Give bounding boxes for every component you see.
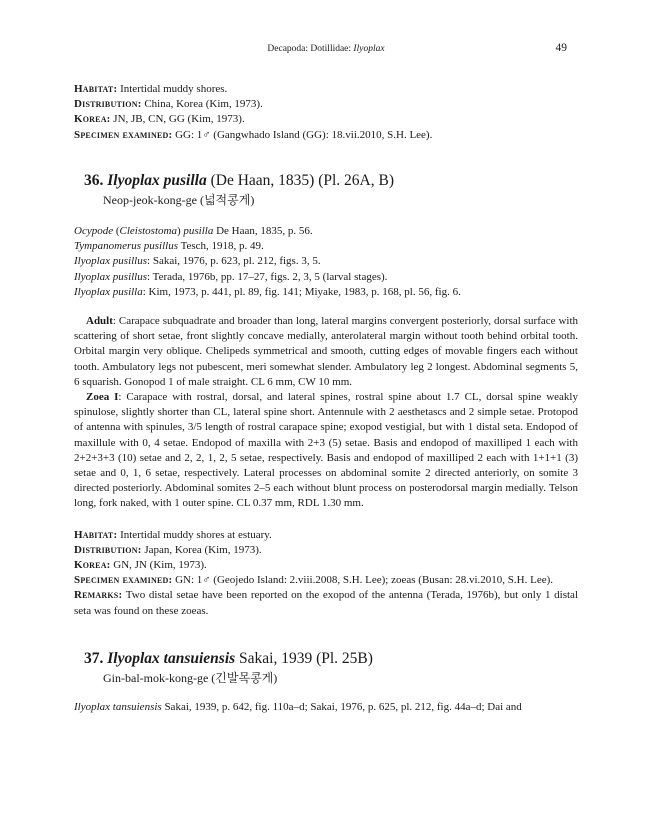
korea-text: JN, JB, CN, GG (Kim, 1973). — [113, 113, 245, 126]
synonym-name: Ilyoplax tansuiensis — [74, 701, 162, 714]
synonym-ref: : Kim, 1973, p. 441, pl. 89, fig. 141; Miyake, 1983, p. 168, pl. 56, fig. 6. — [142, 285, 461, 298]
species-36-common-name: Neop-jeok-kong-ge (넓적콩게) — [103, 192, 255, 207]
page-body — [74, 82, 578, 715]
species-36-title — [84, 171, 578, 191]
specimen-line — [74, 128, 578, 143]
species-37-synonymy — [74, 700, 578, 715]
distribution-line — [74, 543, 578, 558]
zoea-text: : Carapace with rostral, dorsal, and lateral spines, rostral spine about 1.7 CL, dorsal spine weakly spinulose, slightly shorter than CL, lateral spine short. Antennule with 2 aesthetascs and 2 simple setae. Protopod of antenna with spinules, 3/5 length of rostral carapace spine; exopod vestigial, but with 1 distal seta. Endopod of maxillule with 0, 4 setae. Endopod of maxilla with 2+3 (5) setae. Basis and endopod of maxilliped 1 each with 2+2+3+3 (10) setae and 2, 2, 1, 2, 5 setae, respectively. Basis and endopod of maxilliped 2 each with 1+1+1 (3) setae and 0, 1, 6 setae, respectively. Lateral processes on abdominal somite 2 directed anteriorly, on somite 3 directed posteriorly. Abdominal somites 2–5 each without blunt process on posterodorsal margin medially. Telson long, fork naked, with 1 outer spine. CL 0.37 mm, RDL 1.30 mm. — [74, 391, 578, 510]
synonym-line: Ocypode (Cleistostoma) pusilla De Haan, 1835, p. 56. — [74, 225, 313, 238]
specimen-line — [74, 573, 578, 588]
synonym-ref: De Haan, 1835, p. 56. — [216, 225, 313, 238]
synonym-line — [74, 270, 578, 285]
habitat-label: Habitat: — [74, 528, 118, 541]
korea-line — [74, 112, 578, 127]
synonym-ref: : Terada, 1976b, pp. 17–27, figs. 2, 3, 5 (larval stages). — [147, 270, 388, 283]
distribution-text: Japan, Korea (Kim, 1973). — [144, 543, 262, 556]
species-37-title — [84, 649, 578, 669]
remarks-line — [74, 588, 578, 618]
habitat-line — [74, 528, 578, 543]
adult-text: : Carapace subquadrate and broader than long, lateral margins convergent posteriorly, dorsal surface with scattering of short setae, front slightly concave medially, anterolateral margin without tooth behind orbital tooth. Orbital margin very oblique. Chelipeds symmetrical and smooth, cutting edges of movable fingers each without tooth. Ambulatory legs not pubescent, meri somewhat slender. Ambulatory leg 2 longest. Abdominal segments 5, 6 squarish. Gonopod 1 of male straight. CL 6 mm, CW 10 mm. — [74, 315, 578, 388]
distribution-text: China, Korea (Kim, 1973). — [144, 98, 263, 111]
adult-paragraph — [74, 314, 578, 390]
species-37-authority: Sakai, 1939 (Pl. 25B) — [239, 649, 373, 667]
species-36-name: Ilyoplax pusilla — [107, 171, 207, 189]
previous-species-info — [74, 82, 578, 143]
species-36-synonymy — [74, 224, 578, 300]
habitat-label: Habitat: — [74, 83, 118, 95]
distribution-label: Distribution: — [74, 98, 142, 111]
synonym-line — [74, 700, 578, 715]
synonym-name: Ilyoplax pusilla — [74, 285, 143, 298]
species-36-number: 36. — [84, 171, 104, 189]
synonym-genus: Ocypode — [74, 225, 114, 238]
specimen-label: Specimen examined: — [74, 128, 173, 141]
synonym-ref: Tesch, 1918, p. 49. — [180, 240, 264, 253]
specimen-label: Specimen examined: — [74, 574, 173, 587]
synonym-ref: Sakai, 1939, p. 642, fig. 110a–d; Sakai, 1976, p. 625, pl. 212, fig. 44a–d; Dai and — [164, 701, 522, 714]
synonym-line — [74, 285, 578, 300]
species-37-heading — [74, 649, 578, 686]
synonym-line — [74, 239, 578, 254]
species-37-number: 37. — [84, 649, 104, 667]
page-header — [0, 44, 652, 58]
running-head: Decapoda: Dotillidae: Ilyoplax — [267, 44, 385, 54]
species-36-authority: (De Haan, 1835) (Pl. 26A, B) — [210, 171, 394, 189]
synonym-name: Tympanomerus pusillus — [74, 240, 178, 253]
specimen-text: GG: 1♂ (Gangwhado Island (GG): 18.vii.2010, S.H. Lee). — [175, 128, 433, 141]
distribution-label: Distribution: — [74, 543, 142, 556]
habitat-line — [74, 82, 578, 97]
species-36-description — [74, 314, 578, 512]
species-37-common-name: Gin-bal-mok-kong-ge (긴발목콩게) — [103, 670, 278, 685]
habitat-text: Intertidal muddy shores at estuary. — [120, 528, 272, 541]
korea-label: Korea: — [74, 559, 111, 572]
synonym-name: Ilyoplax pusillus — [74, 255, 148, 268]
page-number: 49 — [555, 42, 567, 54]
remarks-label: Remarks: — [74, 589, 123, 602]
habitat-text: Intertidal muddy shores. — [120, 83, 228, 95]
species-36-heading — [74, 171, 578, 208]
zoea-paragraph — [74, 390, 578, 512]
adult-label: Adult — [86, 315, 113, 328]
synonym-line — [74, 254, 578, 269]
korea-label: Korea: — [74, 113, 111, 126]
synonym-ref: : Sakai, 1976, p. 623, pl. 212, figs. 3, 5. — [147, 255, 321, 268]
korea-line — [74, 558, 578, 573]
species-37-name: Ilyoplax tansuiensis — [107, 649, 236, 667]
synonym-name: Ilyoplax pusillus — [74, 270, 148, 283]
species-36-info — [74, 528, 578, 619]
remarks-text: Two distal setae have been reported on the exopod of the antenna (Terada, 1976b), but only 1 distal seta was found on these zoeas. — [74, 589, 578, 617]
korea-text: GN, JN (Kim, 1973). — [113, 559, 207, 572]
specimen-text: GN: 1♂ (Geojedo Island: 2.viii.2008, S.H. Lee); zoeas (Busan: 28.vi.2010, S.H. Lee). — [175, 574, 554, 587]
distribution-line — [74, 97, 578, 112]
zoea-label: Zoea I — [86, 391, 119, 404]
